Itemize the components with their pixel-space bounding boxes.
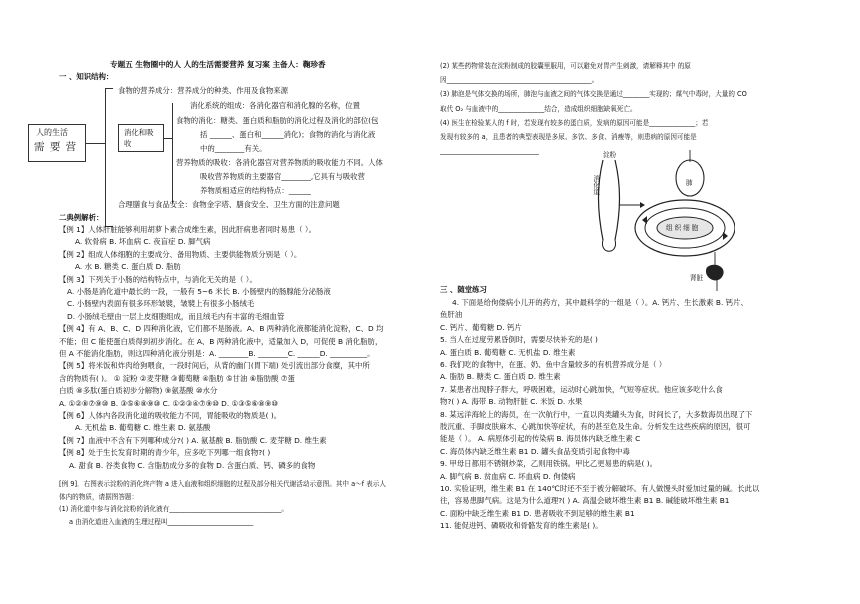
structure-line-digestion-2: 括 ______、蛋白和______消化)；食物的消化与消化液 — [200, 130, 376, 139]
right-lines-line: (4) 医生在检验某人的 f 时，若发现有较多的蛋白质，发病的原因可能是______________；若 — [440, 118, 709, 127]
right-lines-line: 取代 O₂ 与血液中的______________结合，造成组织细胞缺氧死亡。 — [440, 104, 637, 113]
section-knowledge-structure: 一 、知识结构： — [59, 72, 114, 81]
left-lines-line: A. 水 B. 糖类 C. 蛋白质 D. 脂肪 — [75, 262, 181, 272]
left-lines-line: 【例 5】将米饭和炸肉给狗喂食，一段时间后，从背的幽门(胃下端) 处引流出部分食糜，其中所 — [59, 361, 370, 371]
digestion-diagram — [585, 150, 735, 292]
right-lines-line: (2) 某些药物常装在淀粉制成的胶囊里服用，可以避免对胃产生刺激，请解释其中 的原 — [440, 62, 691, 70]
left-lines-line: 【例 7】血液中不含有下列哪种成分?( ) A. 氨基酸 B. 脂肪酸 C. 麦芽糖 D. 维生素 — [59, 435, 327, 445]
left-lines-line: A. 无机盐 B. 葡萄糖 C. 维生素 D. 氨基酸 — [75, 423, 211, 433]
practice-line: 6. 我们吃的食物中，在蛋、奶、鱼中含量较多的有机营养成分是（ ） — [440, 360, 667, 369]
right-lines-line: ______________________________ — [440, 147, 539, 156]
practice-line: 8. 某远洋海轮上的海员，在一次航行中，一直以肉类罐头为食，时间长了，大多数海员出现了下 — [440, 409, 753, 419]
page-title: 专题五 生物圈中的人 人的生活需要营养 复习案 主备人：鞠珍香 — [110, 60, 326, 69]
practice-line: 4. 下面是给佝偻病小儿开的药方，其中最科学的一组是（ ）。A. 钙片、生长激素 B. 钙片、 — [452, 298, 748, 307]
practice-line: 鱼肝油 — [440, 310, 463, 320]
structure-line-absorption-1: 营养物质的吸收：各消化器官对营养物质的吸收能力不同。人体 — [176, 158, 383, 167]
digest-box-line1: 消化和吸 — [124, 128, 154, 137]
right-lines-line: (3) 肺泡是气体交换的场所，肺泡与血液之间的气体交换是通过________实现的；煤气中毒时，大量的 CO — [440, 90, 747, 99]
structure-line-diet: 合理膳食与食品安全：食物金字塔、膳食安全、卫生方面的注意问题 — [118, 200, 340, 209]
left-lines-line: 【例 4】有 A、B、C、D 四种消化液，它们都不是肠液。A、B 两种消化液都能消化淀粉，C、D 均 — [59, 324, 384, 334]
digest-box-line2: 收 — [124, 139, 132, 148]
practice-line: 能是（ ）。 A. 病原体引起的传染病 B. 海员体内缺乏维生素 C — [440, 434, 641, 444]
practice-line: 10. 实验证明，维生素 B1 在 140℃时还不至于被分解破坏。有人做馒头时爱加过量的碱。长此以 — [440, 484, 760, 493]
practice-line: 9. 甲母日都用不锈钢炒菜，乙则用铁锅。甲比乙更易患的病是( )。 — [440, 459, 658, 469]
example9-line: (1) 消化道中参与消化淀粉的消化液有__________________________________。 — [59, 505, 289, 513]
diagram-label-kidney: 肾脏 — [690, 274, 704, 282]
right-lines-line: 发现有较多的 a，且患者的典型表现是多尿、多饮、多食、消瘦等，则患病的原因可能是 — [440, 133, 697, 141]
practice-line: 肢沉重、手脚皮肤麻木、心跳加快等症状，有的甚至危及生命。分析发生这些疾病的原因，很可 — [440, 422, 751, 431]
practice-line: 7. 某患者出现脖子胖大，呼吸困难，运动时心跳加快，气短等症状。他应该多吃什么食 — [440, 384, 723, 394]
practice-line: 往，容易患脚气病。这是为什么道理?( ) A. 高温会破坏维生素 B1 B. 碱能破坏维生素 B1 — [440, 496, 730, 506]
brace-connector — [86, 143, 105, 144]
left-lines-line: 【例 2】组成人体细胞的主要成分、备用物质、主要供能物质分别是（ ）。 — [59, 249, 302, 259]
structure-line-absorption-3: 养物质相适应的结构特点：______ — [200, 186, 311, 195]
structure-center-box — [28, 124, 86, 162]
example9-line: [例 9]．右图表示淀粉的消化终产物 a 进入血液和组织细胞的过程及部分相关代谢活动示意图。其中 a～f 表示人 — [59, 480, 386, 488]
practice-line: C. 面粉中缺乏维生素 B1 D. 患者吸收不到足够的维生素 B1 — [440, 508, 635, 518]
practice-line: C. 海员体内缺乏维生素 B1 D. 罐头食品变质引起食物中毒 — [440, 446, 630, 456]
diagram-label-lung: 肺 — [686, 179, 693, 187]
structure-line-digestion-3: 中的________有关。 — [200, 144, 267, 153]
structure-line-absorption-2: 吸收营养物质的主要器官________,它具有与吸收营 — [200, 172, 365, 181]
center-box-line2: 需 要 营 — [34, 141, 78, 153]
left-lines-line: 【例 6】人体内各段消化道的吸收能力不同，胃能吸收的物质是( )。 — [59, 411, 282, 420]
left-lines-line: C. 小肠壁内表面有很多环形皱襞，皱襞上有很多小肠绒毛 — [67, 299, 255, 309]
left-lines-line: A. 甜食 B. 谷类食物 C. 含脂肪成分多的食物 D. 含蛋白质、钙、磷多的食物 — [69, 460, 316, 470]
left-lines-line: 【例 3】下列关于小肠的结构特点中，与消化无关的是（ ）。 — [59, 274, 257, 284]
left-lines-line: A. 软骨病 B. 坏血病 C. 夜盲症 D. 脚气病 — [75, 237, 211, 247]
left-lines-line: 不能；但 C 能使蛋白质得到初步消化。在 A、B 两种消化液中，适量加入 D，可促使 B 消化脂肪， — [59, 336, 383, 346]
diagram-label-digestive-tract: 消化道 — [591, 175, 600, 195]
digest-brace-line — [172, 103, 173, 203]
practice-line: A. 脂肪 B. 糖类 C. 蛋白质 D. 维生素 — [440, 372, 561, 382]
example9-line: a 由消化道进入血液的生理过程叫__________________________ — [69, 517, 254, 526]
practice-line: A. 蛋白质 B. 葡萄糖 C. 无机盐 D. 维生素 — [440, 347, 576, 357]
left-lines-line: A. 小肠是消化道中最长的一段，一般有 5~6 米长 B. 小肠壁内的肠腺能分泌肠液 — [67, 287, 331, 296]
left-lines-line: A. ①②⑧⑦⑨⑩ B. ③⑤⑥⑧⑨⑩ C. ①②③④⑦⑨⑩ D. ①③⑤⑥⑧⑨⑩ — [59, 398, 278, 408]
left-lines-line: 【例 8】处于生长发育时期的青少年，应多吃下列哪一组食物?( ) — [59, 448, 271, 458]
practice-line: C. 钙片、葡萄糖 D. 钙片 — [440, 322, 522, 332]
diagram-label-tissue: 组织细胞 — [666, 224, 701, 232]
diagram-label-starch: 淀粉 — [603, 151, 617, 159]
practice-line: 5. 当人在过度劳累昏倒时，需要尽快补充的是( ) — [440, 335, 598, 345]
right-lines-line: 因____________________________________________。 — [440, 76, 599, 85]
practice-line: 11. 能促进钙、磷吸收和骨骼发育的维生素是( )。 — [440, 521, 603, 531]
brace-top — [105, 88, 113, 89]
center-box-line1: 人的生活 — [36, 128, 68, 137]
left-lines-line: 【例 1】人体肝脏能够利用胡萝卜素合成维生素，因此肝病患者同时易患（ ）。 — [59, 225, 316, 234]
digest-box — [118, 124, 164, 152]
left-lines-line: 含的物质有( )。 ① 淀粉 ②麦芽糖 ③葡萄糖 ④脂肪 ⑤甘油 ⑥脂肪酸 ⑦蛋 — [59, 373, 295, 383]
practice-line: 物?( ) A. 海带 B. 动物肝脏 C. 米饭 D. 水果 — [440, 397, 583, 407]
practice-line: A. 脚气病 B. 贫血病 C. 坏血病 D. 佝偻病 — [440, 471, 576, 481]
left-lines-line: 但 A 不能消化脂肪，则这四种消化液分别是：A. ________B. ________C. ______D. __________。 — [59, 349, 375, 358]
left-lines-line: D. 小肠绒毛壁由一层上皮细胞组成，而且绒毛内有丰富的毛细血管 — [67, 311, 285, 321]
example9-line: 体内的物质，请据图答题： — [59, 492, 139, 501]
section-practice: 三 、随堂练习 — [440, 285, 487, 294]
brace-line-main — [105, 88, 106, 226]
digest-brace-connector — [164, 138, 172, 139]
left-lines-line: 白质 ⑧多肽(蛋白质初步分解物) ⑨氨基酸 ⑩水分 — [59, 386, 218, 396]
section-examples: 二典例解析： — [59, 213, 104, 222]
structure-line-digestive-system: 消化系统的组成：各消化器官和消化腺的名称，位置 — [190, 101, 360, 110]
structure-line-digestion-1: 食物的消化：糖类、蛋白质和脂肪的消化过程及消化的部位(包 — [176, 116, 379, 125]
structure-line-nutrients: 食物的营养成分：营养成分的种类、作用及食物来源 — [118, 86, 288, 95]
